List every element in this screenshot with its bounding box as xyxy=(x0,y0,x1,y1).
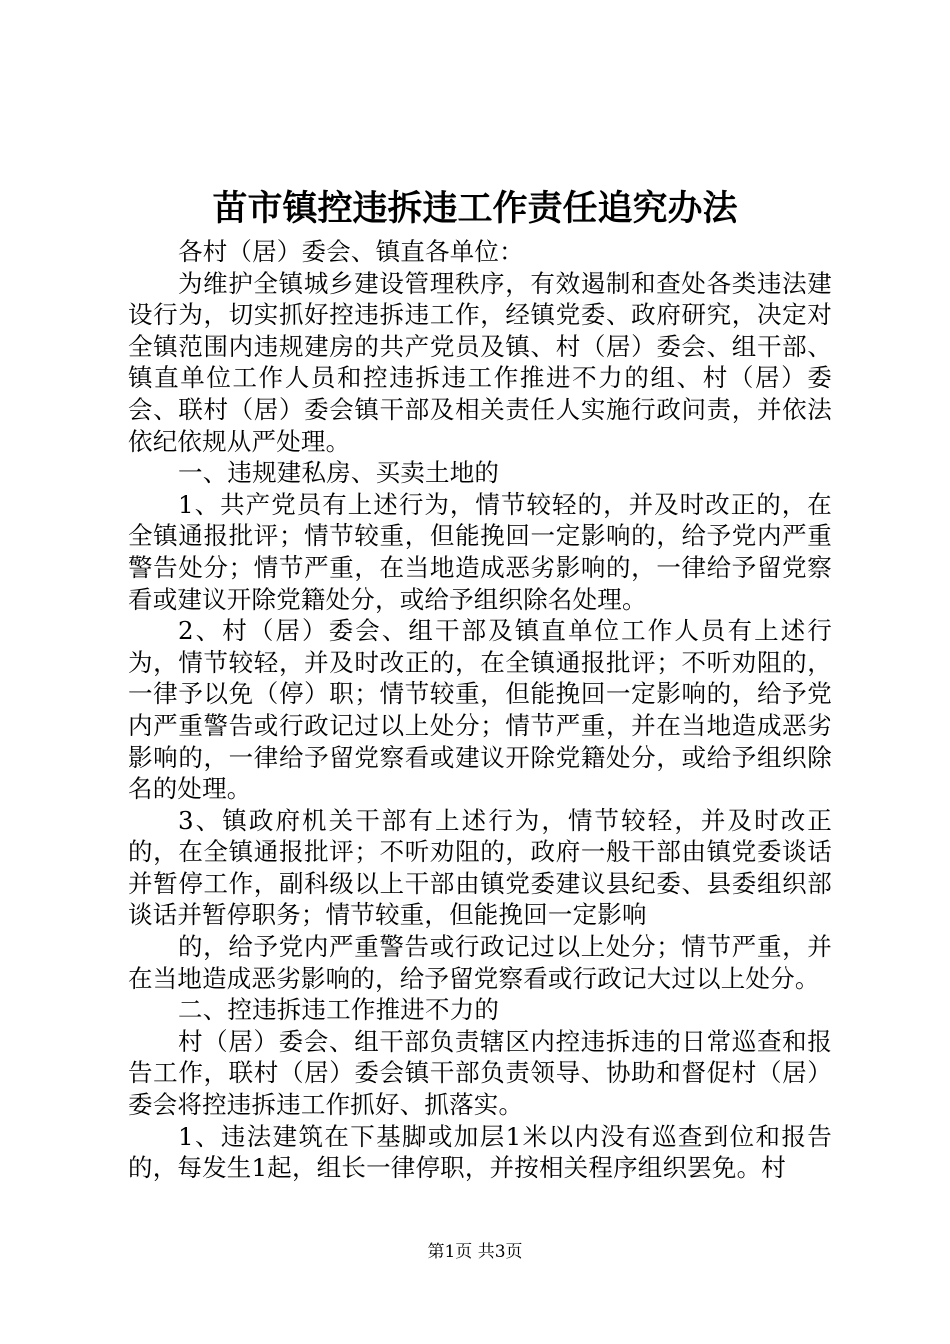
paragraph-section-2-intro: 村（居）委会、组干部负责辖区内控违拆违的日常巡查和报告工作，联村（居）委会镇干部负责领导、协助和督促村（居）委会将控违拆违工作抓好、抓落实。 xyxy=(128,1026,832,1120)
paragraph-item-1: 1、共产党员有上述行为，情节较轻的，并及时改正的，在全镇通报批评；情节较重，但能挽回一定影响的，给予党内严重警告处分；情节严重，在当地造成恶劣影响的，一律给予留党察看或建议开除党籍处分，或给予组织除名处理。 xyxy=(128,489,832,614)
document-title: 苗市镇控违拆违工作责任追究办法 xyxy=(212,188,738,229)
paragraph-item-2: 2、村（居）委会、组干部及镇直单位工作人员有上述行为，情节较轻，并及时改正的，在全镇通报批评；不听劝阻的，一律予以免（停）职；情节较重，但能挽回一定影响的，给予党内严重警告或行政记过以上处分；情节严重，并在当地造成恶劣影响的，一律给予留党察看或建议开除党籍处分，或给予组织除名的处理。 xyxy=(128,616,832,804)
paragraph-item-3-continued: 的，给予党内严重警告或行政记过以上处分；情节严重，并在当地造成恶劣影响的，给予留党察看或行政记大过以上处分。 xyxy=(128,932,832,993)
paragraph-preamble: 为维护全镇城乡建设管理秩序，有效遏制和查处各类违法建设行为，切实抓好控违拆违工作，经镇党委、政府研究，决定对全镇范围内违规建房的共产党员及镇、村（居）委会、组干部、镇直单位工作人员和控违拆违工作推进不力的组、村（居）委会、联村（居）委会镇干部及相关责任人实施行政问责，并依法依纪依规从严处理。 xyxy=(128,268,832,456)
document-body xyxy=(128,236,832,1184)
page-footer: 第1页 共3页 xyxy=(427,1242,523,1262)
section-heading-1: 一、违规建私房、买卖土地的 xyxy=(178,458,500,488)
section-heading-2: 二、控违拆违工作推进不力的 xyxy=(178,995,500,1025)
paragraph-section-2-item-1: 1、违法建筑在下基脚或加层1米以内没有巡查到位和报告的，每发生1起，组长一律停职，并按相关程序组织罢免。村 xyxy=(128,1121,832,1183)
paragraph-salutation: 各村（居）委会、镇直各单位： xyxy=(178,237,524,266)
paragraph-item-3: 3、镇政府机关干部有上述行为，情节较轻，并及时改正的，在全镇通报批评；不听劝阻的，政府一般干部由镇党委谈话并暂停工作，副科级以上干部由镇党委建议县纪委、县委组织部谈话并暂停职务；情节较重，但能挽回一定影响 xyxy=(128,805,832,930)
